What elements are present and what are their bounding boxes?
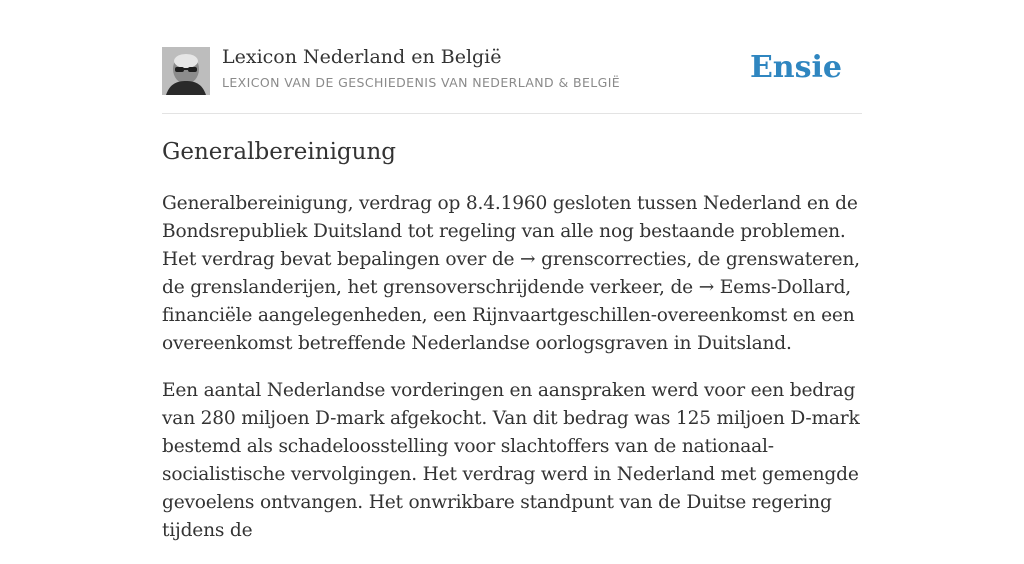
avatar-image (162, 47, 210, 95)
site-header (162, 0, 862, 114)
site-subtitle: LEXICON VAN DE GESCHIEDENIS VAN NEDERLAND & BELGIË (222, 75, 621, 90)
page (162, 0, 862, 541)
site-title[interactable]: Lexicon Nederland en België (222, 46, 502, 68)
article-title: Generalbereinigung (162, 139, 397, 165)
article-paragraph-1: Generalbereinigung, verdrag op 8.4.1960 gesloten tussen Nederland en de Bondsrepubliek Duitsland tot regeling van alle nog bestaande problemen. Het verdrag bevat bepalingen over de → grenscorrecties, de grenswateren, de grenslanderijen, het grensoverschrijdende verkeer, de → Eems-Dollard, financiële aangelegenheden, een Rijnvaartgeschillen-overeenkomst en een overeenkomst betreffende Nederlandse oorlogsgraven in Duitsland. (162, 193, 860, 354)
article-paragraph-2: Een aantal Nederlandse vorderingen en aanspraken werd voor een bedrag van 280 miljoen D-mark afgekocht. Van dit bedrag was 125 miljoen D-mark bestemd als schadeloosstelling voor slachtoffers van de nationaal-socialistische vervolgingen. Het verdrag werd in Nederland met gemengde gevoelens ontvangen. Het onwrikbare standpunt van de Duitse regering tijdens de (162, 380, 860, 541)
avatar[interactable] (162, 47, 210, 95)
article-body (162, 190, 862, 564)
brand-logo[interactable]: Ensie (749, 50, 842, 85)
